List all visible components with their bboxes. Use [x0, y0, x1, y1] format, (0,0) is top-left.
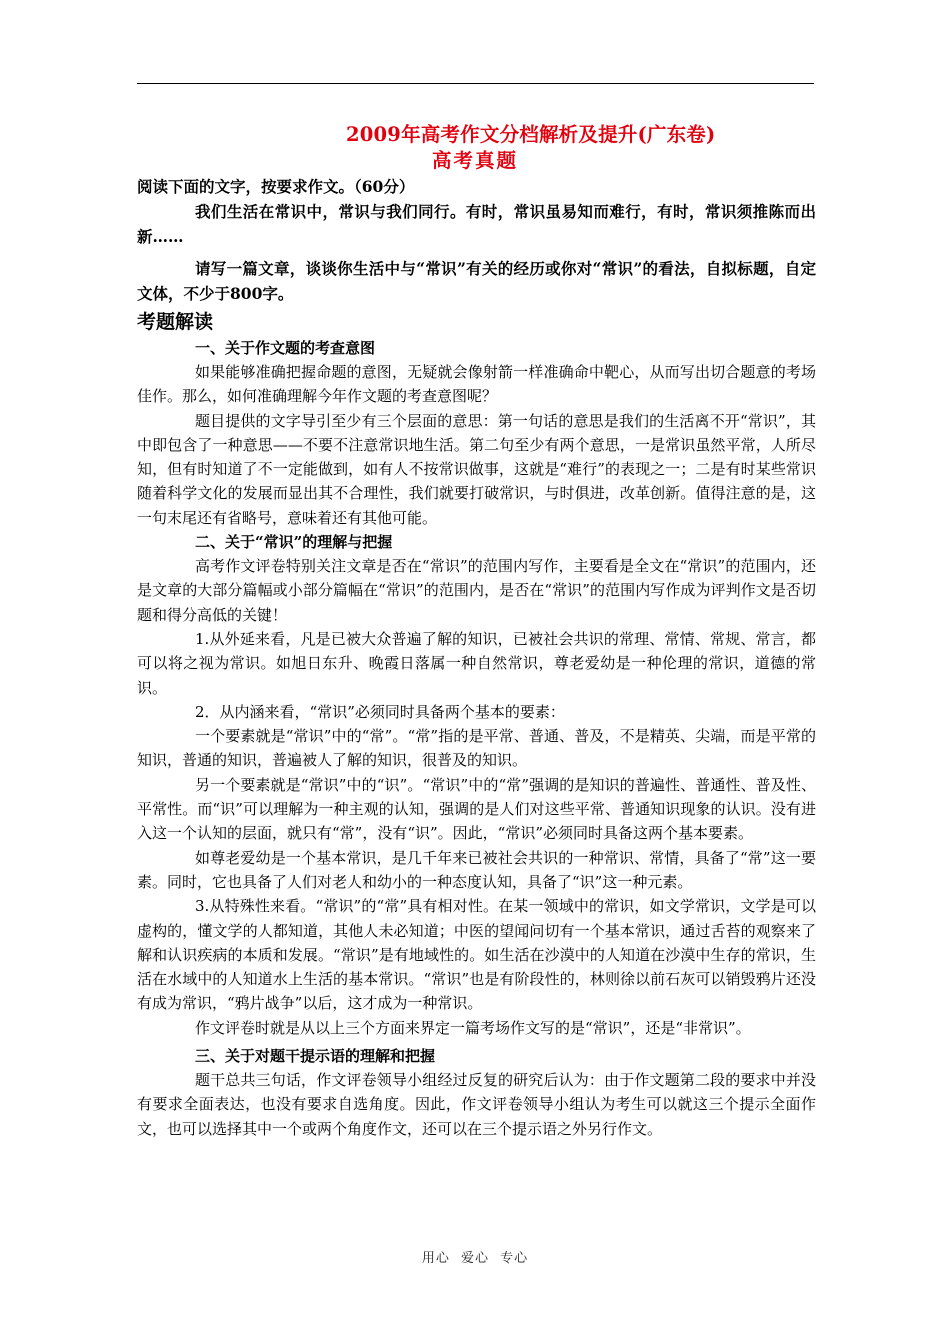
analysis-heading: 考题解读 [137, 311, 214, 333]
paragraph: 1.从外延来看，凡是已被大众普遍了解的知识，已被社会共识的常理、常情、常规、常言，都可以将之视为常识。如旭日东升、晚霞日落属一种自然常识，尊老爱幼是一种伦理的常识，道德的常识。 [137, 629, 816, 697]
page-footer: 用心 爱心 专心 [421, 1251, 529, 1266]
document-body [137, 122, 816, 1141]
paragraph: 高考作文评卷特别关注文章是否在“常识”的范围内写作，主要看是全文在“常识”的范围内，还是文章的大部分篇幅或小部分篇幅在“常识”的范围内，是否在“常识”的范围内写作成为评判作文是否切题和得分高低的关键！ [137, 557, 816, 624]
section3-title: 三、关于对题干提示语的理解和把握 [195, 1047, 436, 1066]
paragraph: 如果能够准确把握命题的意图，无疑就会像射箭一样准确命中靶心，从而写出切合题意的考场佳作。那么，如何准确理解今年作文题的考查意图呢？ [137, 363, 816, 406]
section1-title: 一、关于作文题的考查意图 [195, 339, 376, 357]
paragraph: 一个要素就是“常识”中的“常”。“常”指的是平常、普通、普及，不是精英、尖端，而是平常的知识，普通的知识，普遍被人了解的知识，很普及的知识。 [137, 727, 816, 770]
header-rule [137, 83, 814, 84]
paragraph: 题干总共三句话，作文评卷领导小组经过反复的研究后认为：由于作文题第二段的要求中并没有要求全面表达，也没有要求自选角度。因此，作文评卷领导小组认为考生可以就这三个提示全面作文，也可以选择其中一个或两个角度作文，还可以在三个提示语之外另行作文。 [137, 1071, 816, 1138]
paragraph: 另一个要素就是“常识”中的“识”。“常识”中的“常”强调的是知识的普遍性、普通性、普及性、平常性。而“识”可以理解为一种主观的认知，强调的是人们对这些平常、普通知识现象的认识。没有进入这一个认知的层面，就只有“常”，没有“识”。因此，“常识”必须同时具备这两个基本要素。 [137, 775, 816, 843]
question-instruction: 阅读下面的文字，按要求作文。（60分） [137, 177, 415, 196]
paragraph: 题目提供的文字导引至少有三个层面的意思：第一句话的意思是我们的生活离不开“常识”，其中即包含了一种意思——不要不注意常识地生活。第二句至少有两个意思，一是常识虽然平常，人所尽知，但有时知道了不一定能做到，如有人不按常识做事，这就是“难行”的表现之一；二是有时某些常识随着科学文化的发展而显出其不合理性，我们就要打破常识，与时俱进，改革创新。值得注意的是，这一句末尾还有省略号，意味着还有其他可能。 [137, 411, 816, 527]
document-title: 2009年高考作文分档解析及提升(广东卷) [346, 123, 716, 146]
section2-title: 二、关于“常识”的理解与把握 [195, 533, 393, 552]
paragraph: 2．从内涵来看，“常识”必须同时具备两个基本的要素： [195, 702, 565, 721]
document-subtitle: 高考真题 [432, 149, 519, 172]
paragraph: 3.从特殊性来看。“常识”的“常”具有相对性。在某一领域中的常识，如文学常识，文学是可以虚构的，懂文学的人都知道，其他人未必知道；中医的望闻问切有一个基本常识，通过舌苔的观察来了解和认识疾病的本质和发展。“常识”是有地域性的。如生活在沙漠中的人知道在沙漠中生存的常识，生活在水域中的人知道水上生活的基本常识。“常识”也是有阶段性的，林则徐以前石灰可以销毁鸦片还没有成为常识，“鸦片战争”以后，这才成为一种常识。 [137, 897, 816, 1013]
question-task: 请写一篇文章，谈谈你生活中与“常识”有关的经历或你对“常识”的看法，自拟标题，自定文体，不少于800字。 [137, 259, 816, 303]
paragraph: 作文评卷时就是从以上三个方面来界定一篇考场作文写的是“常识”，还是“非常识”。 [195, 1018, 751, 1037]
paragraph: 如尊老爱幼是一个基本常识，是几千年来已被社会共识的一种常识、常情，具备了“常”这一要素。同时，它也具备了人们对老人和幼小的一种态度认知，具备了“识”这一种元素。 [137, 848, 816, 891]
question-prompt: 我们生活在常识中，常识与我们同行。有时，常识虽易知而难行，有时，常识须推陈而出新…… [137, 202, 816, 246]
